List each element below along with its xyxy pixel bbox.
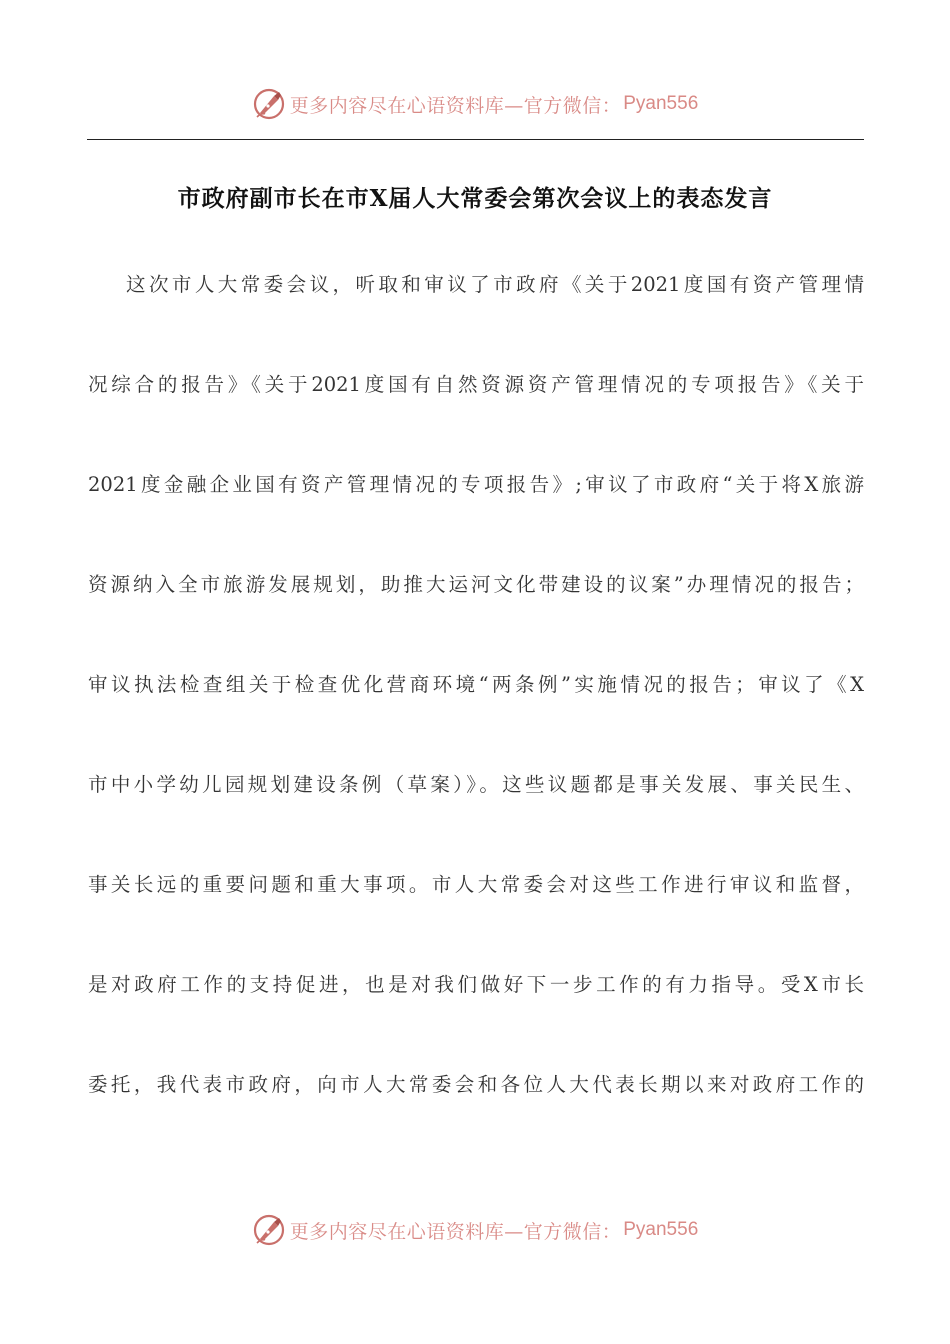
body-line: 事关长远的重要问题和重大事项。市人大常委会对这些工作进行审议和监督， <box>88 873 864 896</box>
document-title: 市政府副市长在市X届人大常委会第次会议上的表态发言 <box>177 185 773 212</box>
header-banner-text: 更多内容尽在心语资料库—官方微信： <box>289 94 622 117</box>
body-line: 审议执法检查组关于检查优化营商环境“两条例”实施情况的报告；审议了《X <box>88 673 864 696</box>
body-line: 是对政府工作的支持促进，也是对我们做好下一步工作的有力指导。受X市长 <box>88 973 864 996</box>
pen-nib-circle-icon <box>252 87 286 121</box>
pen-nib-circle-icon <box>252 1213 286 1247</box>
header-banner <box>0 84 950 124</box>
body-line: 况综合的报告》《关于2021度国有自然资源资产管理情况的专项报告》《关于 <box>88 373 864 396</box>
body-line: 2021度金融企业国有资产管理情况的专项报告》;审议了市政府“关于将X旅游 <box>88 473 864 496</box>
header-wechat-id: Pyan556 <box>623 93 699 114</box>
header-divider <box>87 139 864 140</box>
body-line: 委托，我代表市政府，向市人大常委会和各位人大代表长期以来对政府工作的 <box>88 1073 864 1096</box>
body-line: 市中小学幼儿园规划建设条例（草案）》。这些议题都是事关发展、事关民生、 <box>88 773 864 796</box>
footer-banner-text: 更多内容尽在心语资料库—官方微信： <box>289 1220 622 1243</box>
body-line: 资源纳入全市旅游发展规划，助推大运河文化带建设的议案”办理情况的报告； <box>88 573 864 596</box>
body-line: 这次市人大常委会议，听取和审议了市政府《关于2021度国有资产管理情 <box>126 273 864 296</box>
footer-banner <box>0 1210 950 1250</box>
footer-wechat-id: Pyan556 <box>623 1219 699 1240</box>
